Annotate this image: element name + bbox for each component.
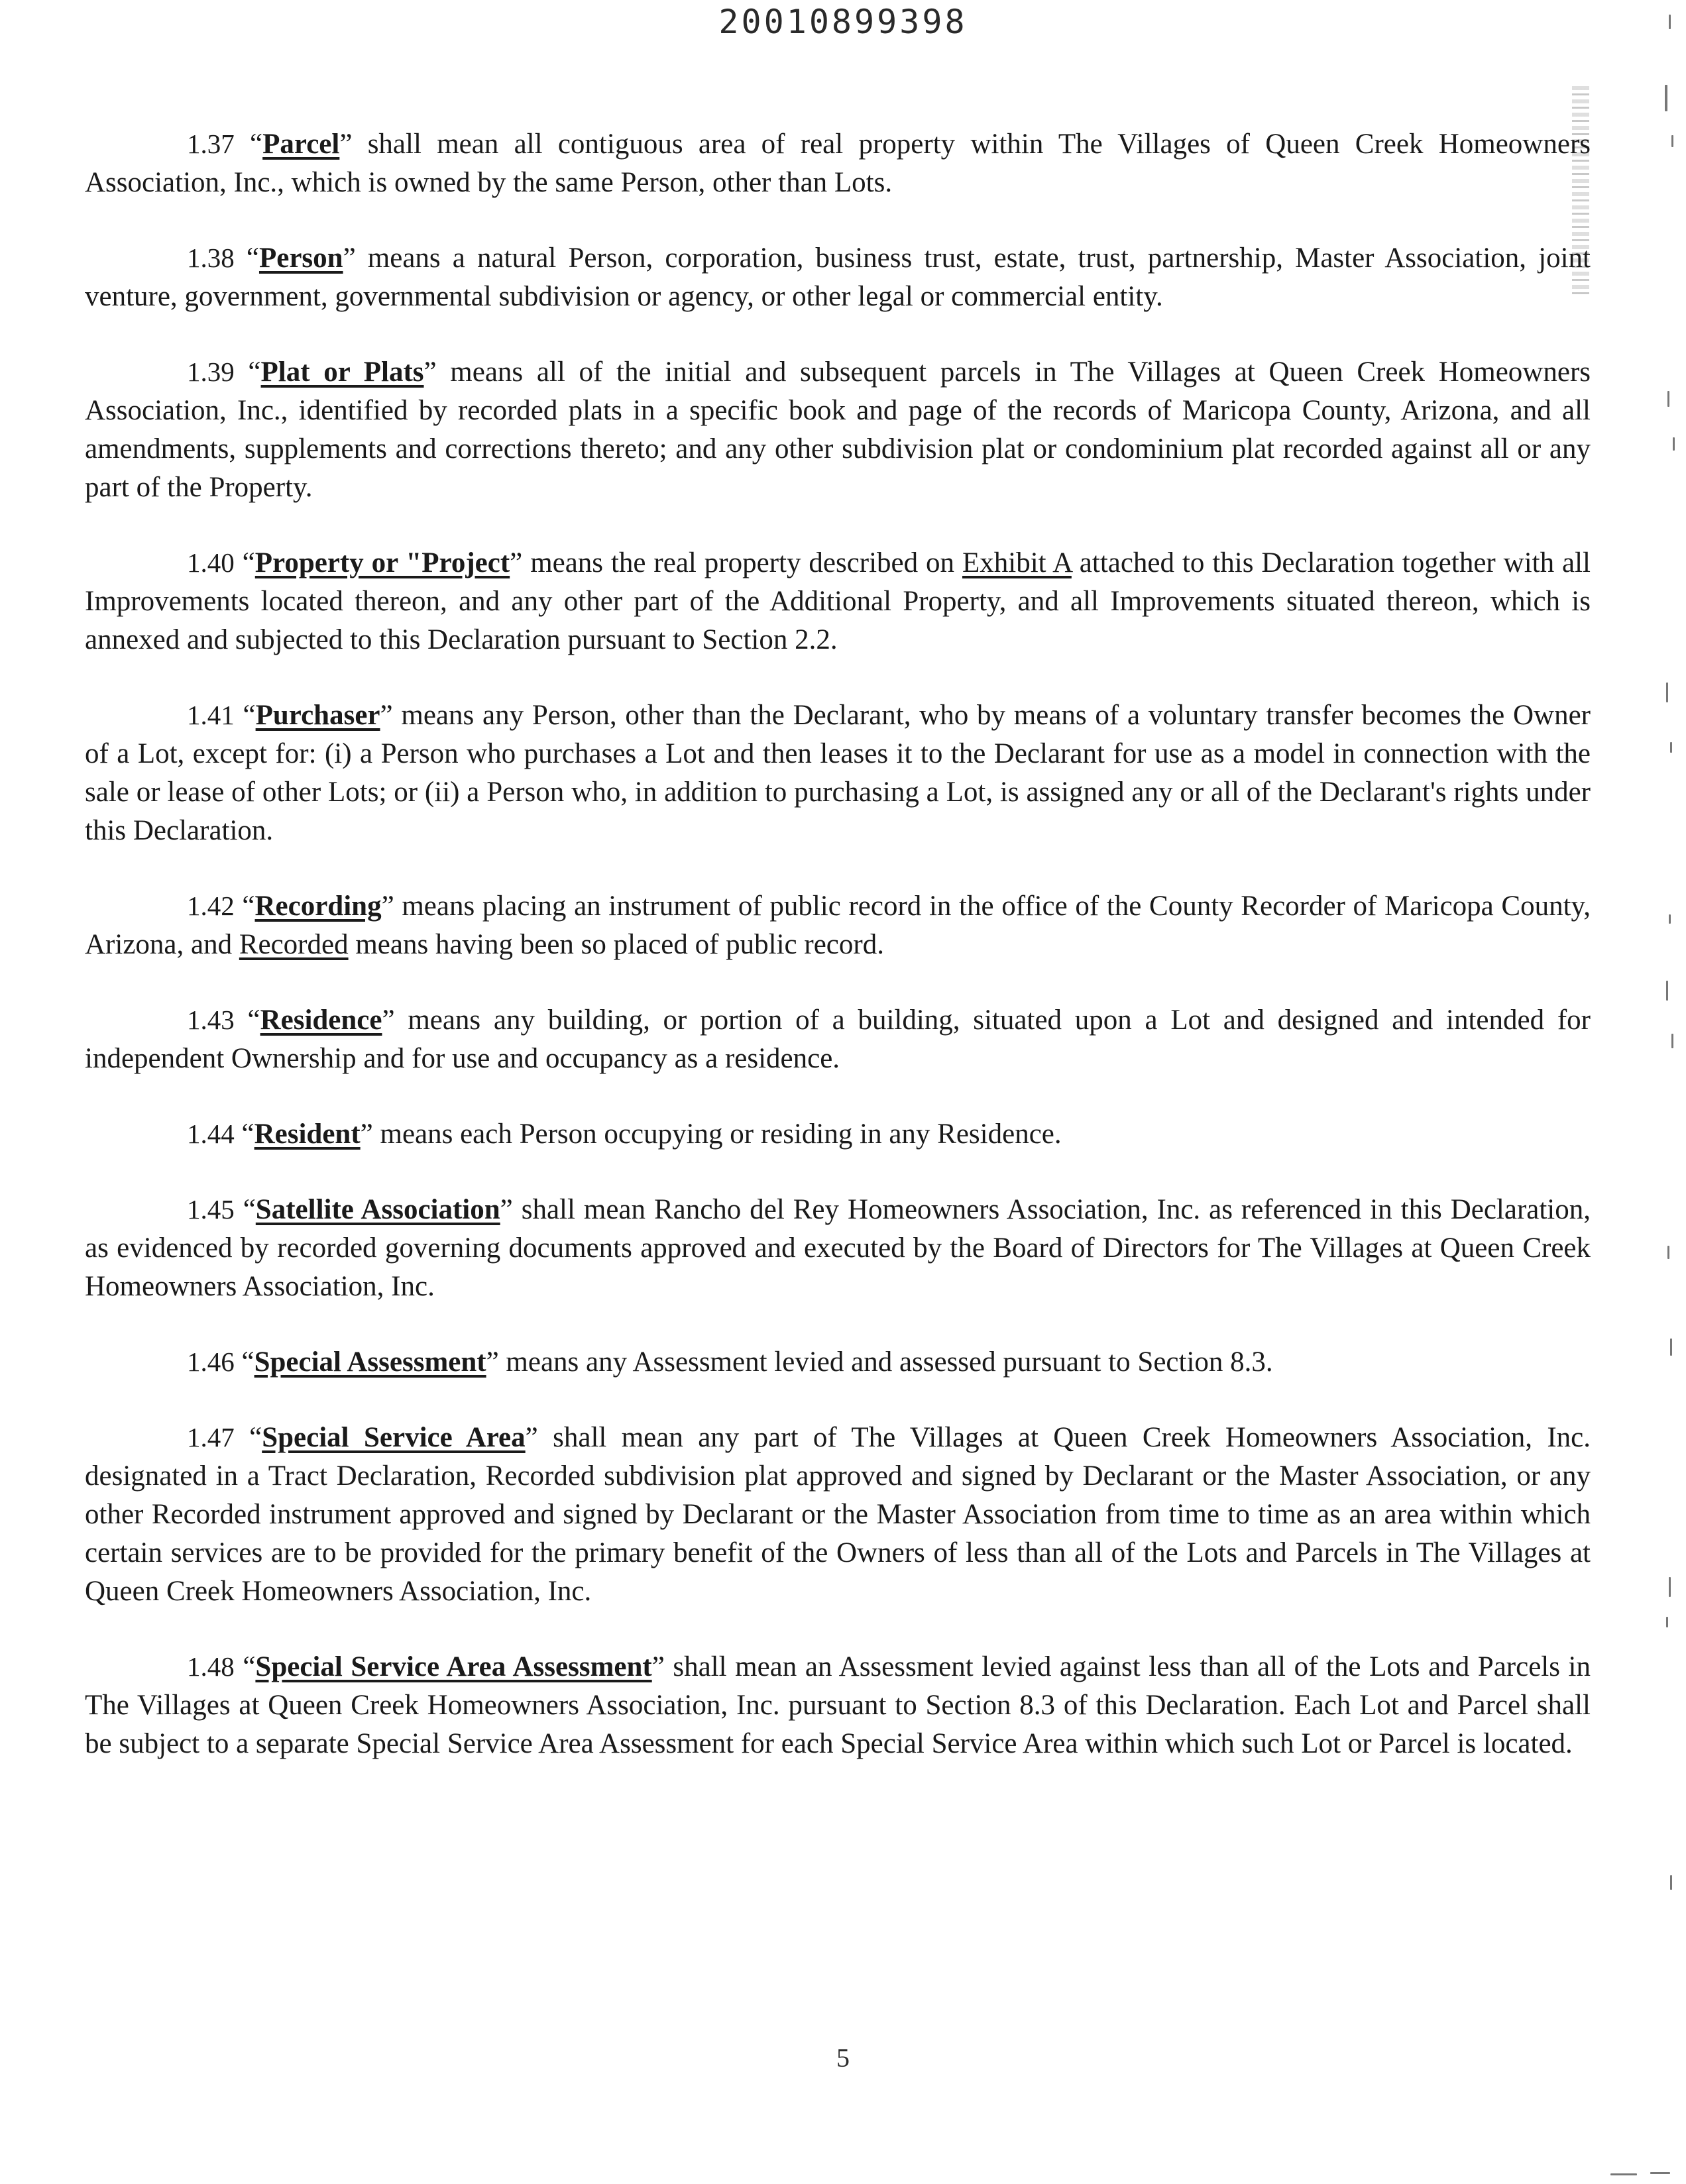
definition-number: 1.43 <box>187 1005 235 1035</box>
definition-1-42: 1.42 “Recording” means placing an instrument of public record in the office of the County Recorder of Maricopa County, Arizona, and Recorded means having been so placed of public record. <box>85 891 1591 960</box>
definition-1-41: 1.41 “Purchaser” means any Person, other than the Declarant, who by means of a voluntary transfer becomes the Owner of a Lot, except for: (i) a Person who purchases a Lot and then leases it to the Declarant for use as a model in connection with the sale or lease of other Lots; or (ii) a Person who, in addition to purchasing a Lot, is assigned any or all of the Declarant's rights under this Declaration. <box>85 700 1591 846</box>
definition-text: means any building, or portion of a building, situated upon a Lot and designed and intended for independent Ownership and for use and occupancy as a residence. <box>85 1005 1591 1074</box>
definition-text: shall mean an Assessment levied against less than all of the Lots and Parcels in The Villages at Queen Creek Homeowners Association, Inc. pursuant to Section 8.3 of this Declaration. Each Lot and Parcel shall be subject to a separate Special Service Area Assessment for each Special Service Area within which such Lot or Parcel is located. <box>85 1651 1591 1759</box>
definition-term: Resident <box>254 1119 361 1150</box>
scan-speck <box>1667 391 1669 407</box>
definition-text: means a natural Person, corporation, business trust, estate, trust, partnership, Master Association, joint venture, government, governmental subdivision or agency, or other legal or commercial entity. <box>85 243 1591 312</box>
scan-speck <box>1671 135 1673 147</box>
definition-text: means all of the initial and subsequent parcels in The Villages at Queen Creek Homeowners Association, Inc., identified by recorded plats in a specific book and page of the records of Maricopa County, Arizona, and all amendments, supplements and corrections thereto; and any other subdivision plat or condominium plat recorded against all or any part of the Property. <box>85 356 1591 503</box>
definition-1-47: 1.47 “Special Service Area” shall mean any part of The Villages at Queen Creek Homeowners Association, Inc. designated in a Tract Declaration, Recorded subdivision plat approved and signed by Declarant or the Master Association, or any other Recorded instrument approved and signed by Declarant or the Master Association from time to time as an area within which certain services are to be provided for the primary benefit of the Owners of less than all of the Lots and Parcels in The Villages at Queen Creek Homeowners Association, Inc. <box>85 1422 1591 1607</box>
scan-speck <box>1610 2173 1637 2175</box>
definition-text-continued: means having been so placed of public record. <box>355 929 884 960</box>
definition-number: 1.37 <box>187 129 235 159</box>
definition-term: Satellite Association <box>255 1194 500 1225</box>
definition-1-38: 1.38 “Person” means a natural Person, corporation, business trust, estate, trust, partnership, Master Association, joint venture, government, governmental subdivision or agency, or other legal or commercial entity. <box>85 243 1591 312</box>
definitions-body <box>85 125 1591 1800</box>
scan-speck <box>1670 1875 1672 1890</box>
definition-text: means the real property described on <box>530 547 955 578</box>
definition-text: means any Assessment levied and assessed pursuant to Section 8.3. <box>506 1346 1273 1378</box>
definition-number: 1.44 <box>187 1119 235 1149</box>
definition-term: Purchaser <box>255 700 380 731</box>
definition-1-40: 1.40 “Property or "Project” means the real property described on Exhibit A attached to this Declaration together with all Improvements located thereon, and any other part of the Additional Property, and all Improvements situated thereon, which is annexed and subjected to this Declaration pursuant to Section 2.2. <box>85 547 1591 655</box>
definition-number: 1.46 <box>187 1346 235 1377</box>
scan-speck <box>1673 437 1675 451</box>
definition-number: 1.45 <box>187 1194 235 1225</box>
definition-number: 1.40 <box>187 547 235 578</box>
page-number: 5 <box>836 2043 850 2073</box>
definition-number: 1.38 <box>187 243 235 273</box>
scan-speck <box>1670 742 1672 753</box>
definition-term: Residence <box>260 1005 382 1036</box>
definition-1-46: 1.46 “Special Assessment” means any Assessment levied and assessed pursuant to Section 8.3. <box>187 1346 1273 1378</box>
definition-1-48: 1.48 “Special Service Area Assessment” shall mean an Assessment levied against less than all of the Lots and Parcels in The Villages at Queen Creek Homeowners Association, Inc. pursuant to Section 8.3 of this Declaration. Each Lot and Parcel shall be subject to a separate Special Service Area Assessment for each Special Service Area within which such Lot or Parcel is located. <box>85 1651 1591 1759</box>
definition-text: means each Person occupying or residing in any Residence. <box>380 1119 1062 1150</box>
definition-number: 1.48 <box>187 1651 235 1682</box>
scan-speck <box>1671 1034 1673 1048</box>
exhibit-reference: Exhibit A <box>962 547 1072 578</box>
document-number: 20010899398 <box>718 3 968 41</box>
recorded-term: Recorded <box>239 929 349 960</box>
scan-speck <box>1669 914 1671 924</box>
scan-speck <box>1666 1617 1668 1627</box>
scan-speck <box>1669 1577 1671 1597</box>
definition-number: 1.41 <box>187 700 235 730</box>
definition-1-39: 1.39 “Plat or Plats” means all of the initial and subsequent parcels in The Villages at Queen Creek Homeowners Association, Inc., identified by recorded plats in a specific book and page of the records of Maricopa County, Arizona, and all amendments, supplements and corrections thereto; and any other subdivision plat or condominium plat recorded against all or any part of the Property. <box>85 356 1591 503</box>
definition-term: Special Service Area <box>262 1422 526 1453</box>
scan-speck <box>1665 85 1667 111</box>
definition-text: shall mean any part of The Villages at Queen Creek Homeowners Association, Inc. designated in a Tract Declaration, Recorded subdivision plat approved and signed by Declarant or the Master Association, or any other Recorded instrument approved and signed by Declarant or the Master Association from time to time as an area within which certain services are to be provided for the primary benefit of the Owners of less than all of the Lots and Parcels in The Villages at Queen Creek Homeowners Association, Inc. <box>85 1422 1591 1607</box>
definition-number: 1.39 <box>187 356 235 387</box>
scan-speck <box>1667 1246 1669 1259</box>
scan-speck <box>1666 682 1668 702</box>
definition-number: 1.42 <box>187 891 235 921</box>
scan-speck <box>1666 981 1668 1001</box>
definition-1-44: 1.44 “Resident” means each Person occupying or residing in any Residence. <box>187 1119 1062 1150</box>
definition-term: Special Service Area Assessment <box>255 1651 652 1682</box>
definition-term: Special Assessment <box>254 1346 486 1378</box>
scan-speck <box>1669 15 1671 29</box>
definition-text-continued: attached to this Declaration together with all Improvements located thereon, and any other part of the Additional Property, and all Improvements situated thereon, which is annexed and subjected to this Declaration pursuant to Section 2.2. <box>85 547 1591 655</box>
definition-1-45: 1.45 “Satellite Association” shall mean Rancho del Rey Homeowners Association, Inc. as referenced in this Declaration, as evidenced by recorded governing documents approved and executed by the Board of Directors for The Villages at Queen Creek Homeowners Association, Inc. <box>85 1194 1591 1302</box>
definition-text: shall mean all contiguous area of real property within The Villages of Queen Creek Homeowners Association, Inc., which is owned by the same Person, other than Lots. <box>85 129 1591 198</box>
definition-text: shall mean Rancho del Rey Homeowners Association, Inc. as referenced in this Declaration, as evidenced by recorded governing documents approved and executed by the Board of Directors for The Villages at Queen Creek Homeowners Association, Inc. <box>85 1194 1591 1302</box>
definition-number: 1.47 <box>187 1422 235 1452</box>
definition-term: Property or "Project <box>254 547 510 578</box>
definition-text: means any Person, other than the Declarant, who by means of a voluntary transfer becomes the Owner of a Lot, except for: (i) a Person who purchases a Lot and then leases it to the Declarant for use as a model in connection with the sale or lease of other Lots; or (ii) a Person who, in addition to purchasing a Lot, is assigned any or all of the Declarant's rights under this Declaration. <box>85 700 1591 846</box>
definition-term: Person <box>258 243 343 274</box>
definition-1-37: 1.37 “Parcel” shall mean all contiguous area of real property within The Villages of Queen Creek Homeowners Association, Inc., which is owned by the same Person, other than Lots. <box>85 129 1591 198</box>
definition-text: means placing an instrument of public record in the office of the County Recorder of Maricopa County, Arizona, and <box>85 891 1591 960</box>
scan-speck <box>1670 1338 1672 1356</box>
definition-term: Parcel <box>262 129 340 160</box>
definition-term: Plat or Plats <box>260 356 424 388</box>
definition-1-43: 1.43 “Residence” means any building, or portion of a building, situated upon a Lot and designed and intended for independent Ownership and for use and occupancy as a residence. <box>85 1005 1591 1074</box>
definition-term: Recording <box>254 891 382 922</box>
scan-speck <box>1650 2172 1670 2174</box>
